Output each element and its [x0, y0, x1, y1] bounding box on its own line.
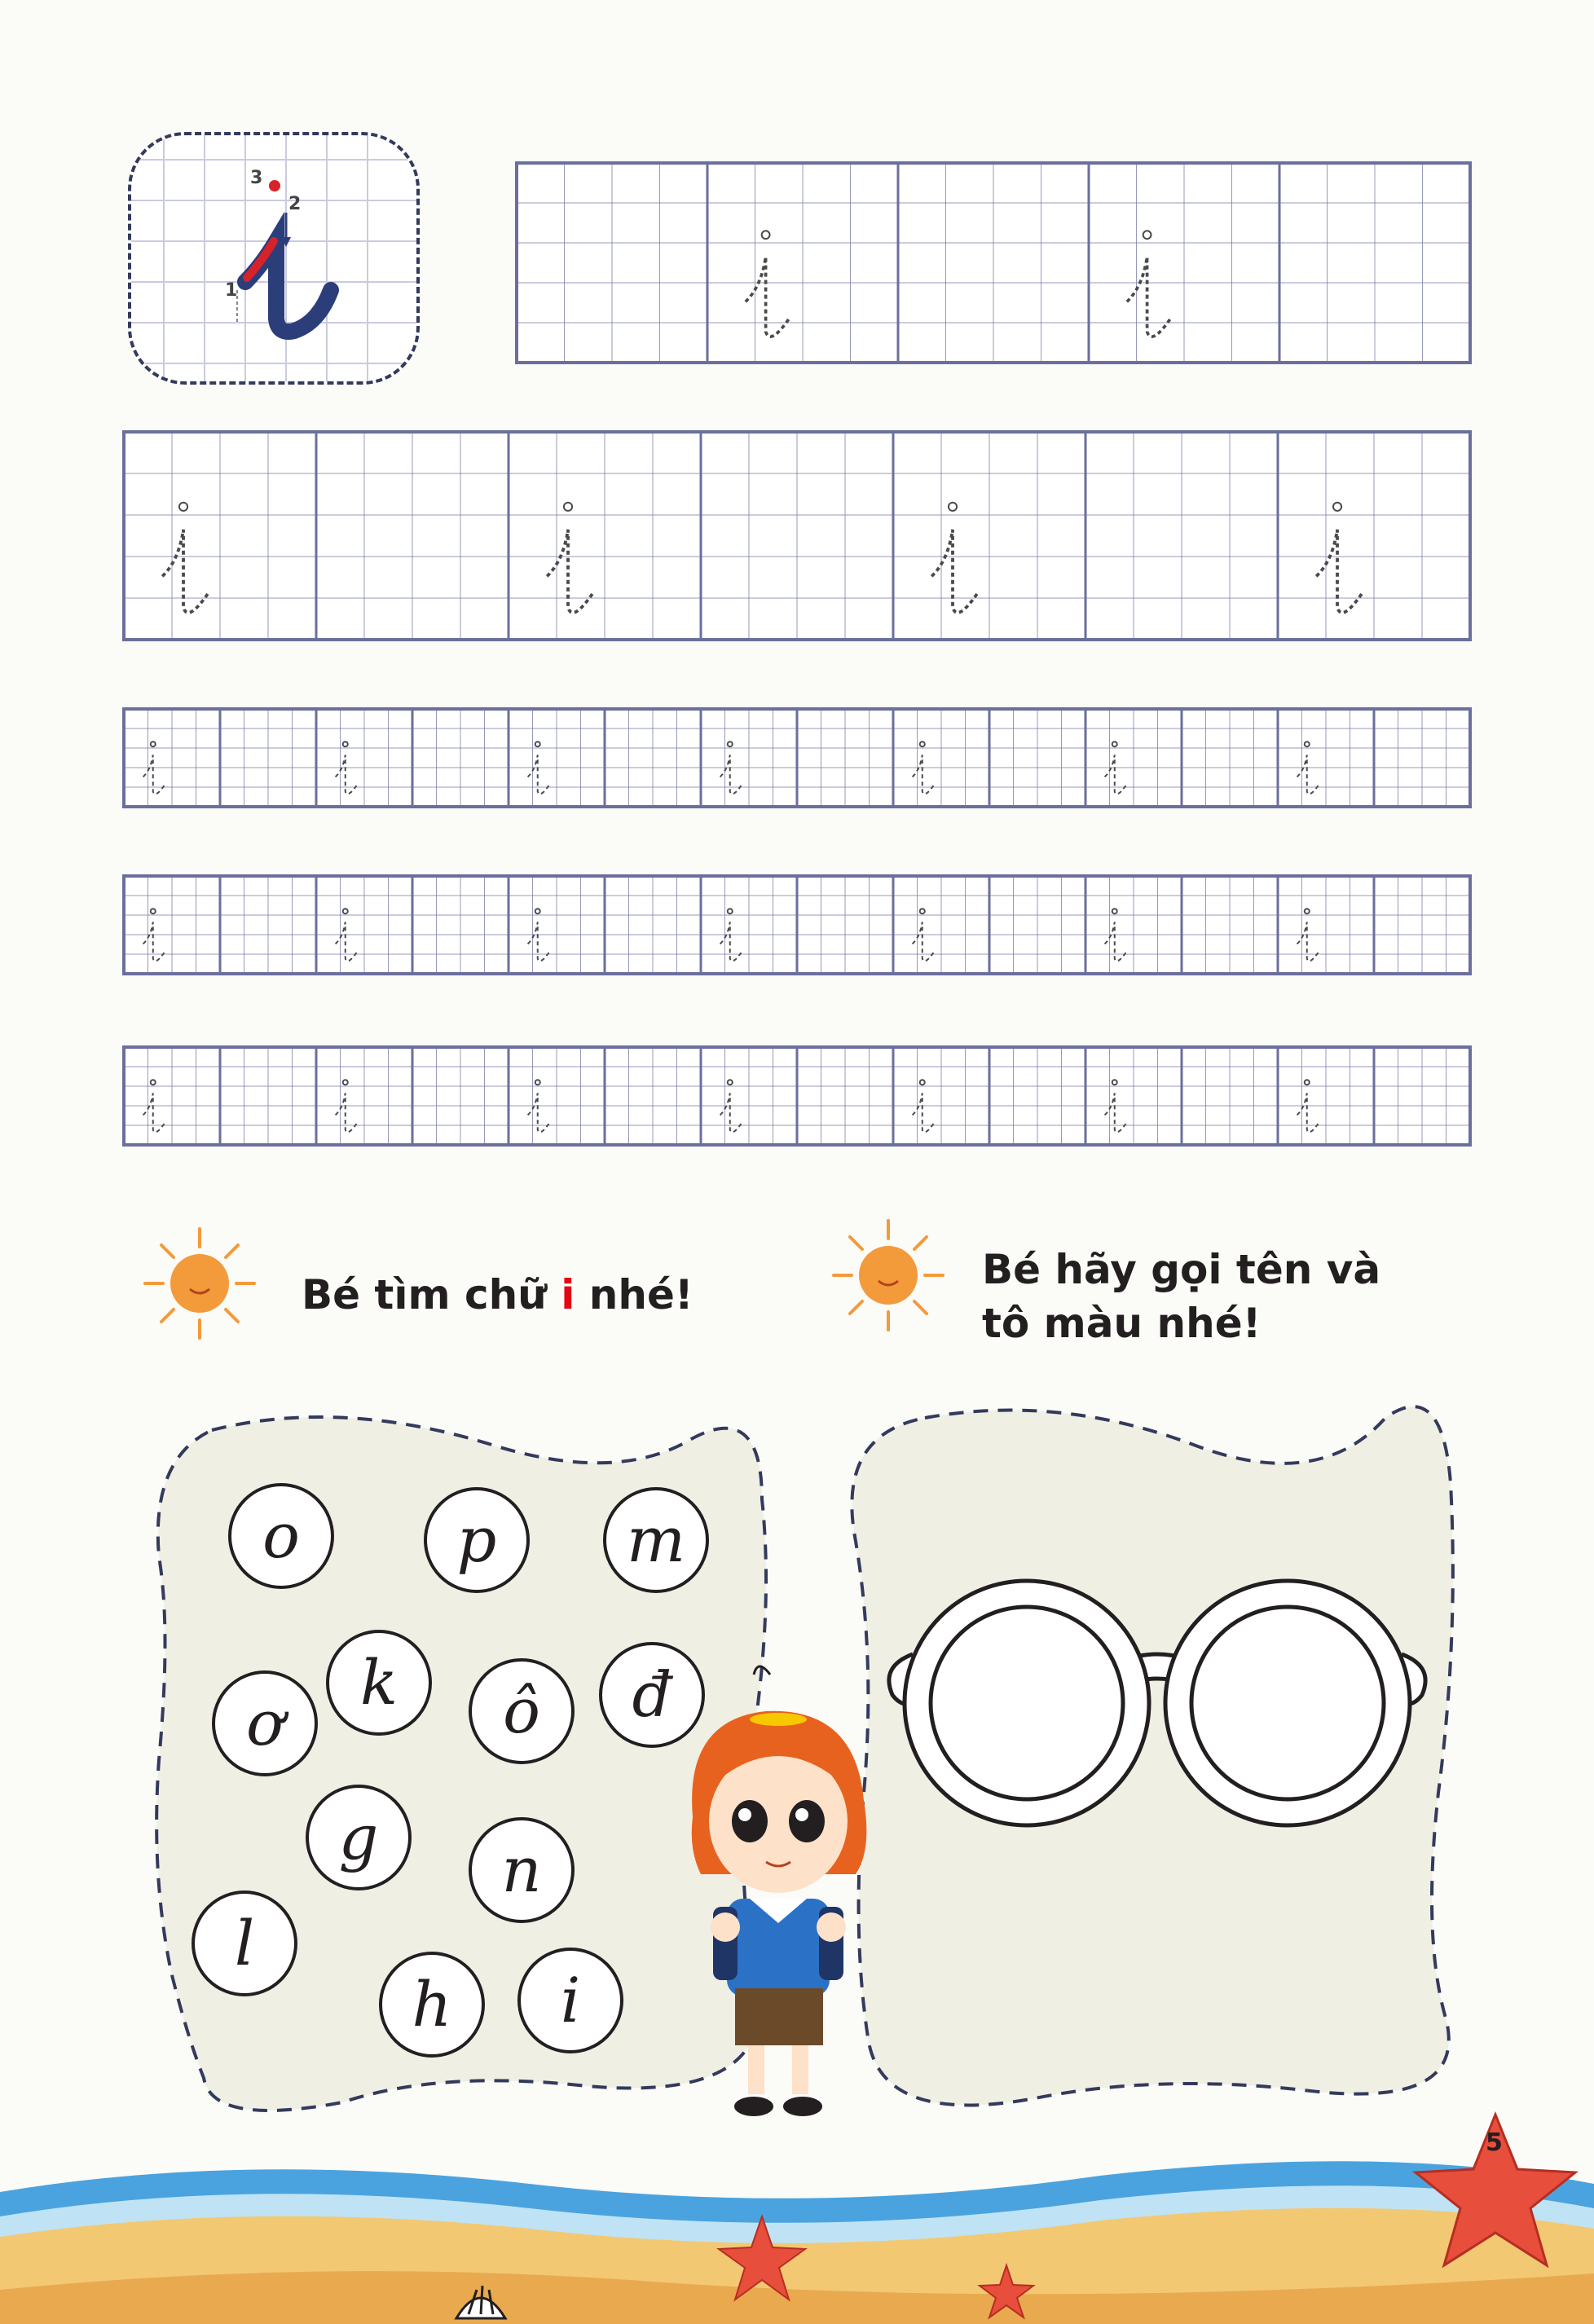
stroke-number-2: 2: [288, 194, 302, 214]
letter-bubble-label: g: [338, 1801, 379, 1873]
letter-bubble-g[interactable]: [306, 1785, 412, 1890]
schoolgirl-illustration: [668, 1662, 913, 2135]
practice-row-small-1: [124, 709, 1470, 807]
task-find-highlight-letter: i: [561, 1271, 575, 1318]
letter-bubble-label: đ: [632, 1658, 672, 1731]
letter-bubble-label: ơ: [246, 1687, 284, 1759]
stroke-number-3: 3: [250, 168, 263, 188]
practice-row-big-2: [124, 432, 1470, 640]
task-color-line-2: tô màu nhé!: [982, 1300, 1262, 1347]
letter-bubble-o[interactable]: [228, 1483, 334, 1589]
beach-decoration: [0, 2119, 1594, 2324]
letter-bubble-label: m: [626, 1503, 686, 1576]
letter-bubble-n[interactable]: [469, 1817, 575, 1923]
task-color-line-1: Bé hãy gọi tên và: [982, 1246, 1381, 1293]
letter-bubble-h[interactable]: [379, 1952, 485, 2058]
letter-bubble-m[interactable]: [603, 1487, 709, 1593]
letter-bubble-label: i: [560, 1964, 581, 2036]
task-find-text-after: nhé!: [575, 1271, 694, 1318]
letter-bubble-label: k: [359, 1646, 398, 1719]
sun-icon: [139, 1222, 261, 1345]
page-number: 5: [1486, 2128, 1503, 2157]
practice-row-big-1: [517, 163, 1470, 363]
letter-bubble-k[interactable]: [326, 1630, 432, 1736]
practice-row-small-3: [124, 1047, 1470, 1145]
task-color-label: [982, 1243, 1380, 1350]
practice-row-small-2: [124, 876, 1470, 974]
task-find-text-before: Bé tìm chữ: [302, 1271, 561, 1318]
task-find-label: [302, 1271, 694, 1318]
sun-icon: [827, 1214, 949, 1336]
letter-bubble-i[interactable]: [517, 1948, 623, 2053]
letter-bubble-p[interactable]: [424, 1487, 530, 1593]
stroke-number-1: 1: [225, 280, 238, 301]
glasses-icon[interactable]: [880, 1577, 1434, 1838]
letter-bubble-label: h: [412, 1968, 452, 2040]
letter-bubble-label: n: [501, 1833, 542, 1906]
letter-bubble-label: p: [456, 1503, 497, 1576]
letter-bubble-label: l: [234, 1907, 255, 1979]
letter-bubble-label: o: [262, 1499, 300, 1572]
letter-bubble-label: ô: [503, 1675, 540, 1747]
letter-bubble-o-circumflex[interactable]: [469, 1658, 575, 1764]
letter-bubble-o-horn[interactable]: [212, 1670, 318, 1776]
letter-bubble-l[interactable]: [192, 1890, 297, 1996]
